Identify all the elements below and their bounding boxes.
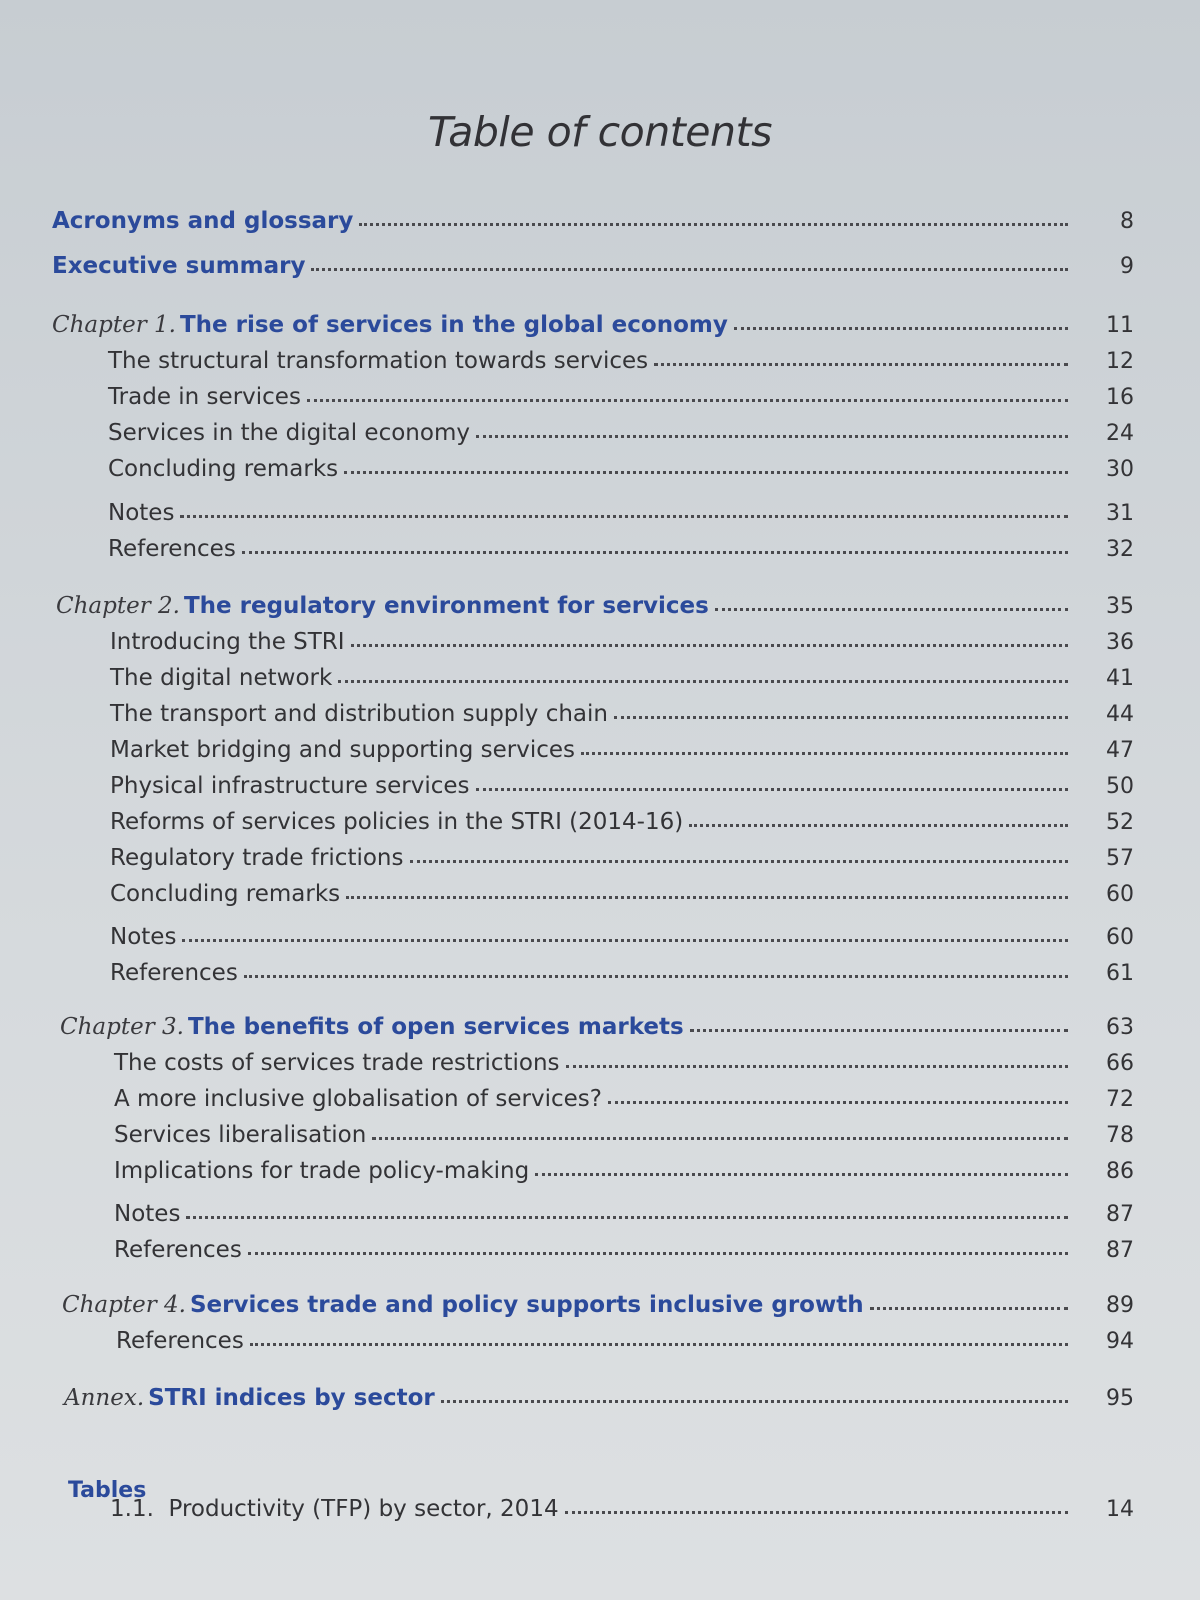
toc-entry-page: 60 xyxy=(1106,925,1134,950)
chapter-prefix: Chapter 2. xyxy=(56,593,180,619)
toc-chapter-4[interactable] xyxy=(62,1284,1134,1318)
table-number: 1.1. xyxy=(110,1496,154,1522)
toc-section-label: Concluding remarks xyxy=(108,456,339,482)
toc-section-label: Implications for trade policy-making xyxy=(114,1158,530,1184)
chapter-prefix: Chapter 4. xyxy=(62,1292,186,1318)
chapter-title: The benefits of open services markets xyxy=(187,1014,684,1040)
dot-leader xyxy=(180,515,1068,518)
toc-section[interactable] xyxy=(114,1114,1134,1148)
chapter-title: The rise of services in the global economy xyxy=(179,312,728,338)
toc-chapter-heading xyxy=(52,312,734,338)
toc-chapter-1[interactable] xyxy=(52,304,1134,338)
toc-chapter-heading xyxy=(62,1292,870,1318)
toc-entry-page: 86 xyxy=(1106,1159,1134,1184)
toc-section-label: References xyxy=(116,1328,244,1354)
toc-section[interactable] xyxy=(110,873,1134,907)
toc-chapter-3[interactable] xyxy=(60,1006,1134,1040)
toc-section-label: Notes xyxy=(110,924,177,950)
toc-entry-page: 72 xyxy=(1106,1087,1134,1112)
dot-leader xyxy=(248,1252,1068,1255)
toc-section[interactable] xyxy=(116,1320,1134,1354)
toc-entry-page: 14 xyxy=(1106,1497,1134,1522)
dot-leader xyxy=(311,268,1068,271)
toc-entry-page: 24 xyxy=(1106,421,1134,446)
toc-section-label: Services liberalisation xyxy=(114,1122,367,1148)
toc-entry-page: 31 xyxy=(1106,501,1134,526)
toc-entry-label: Acronyms and glossary xyxy=(52,208,354,234)
toc-section[interactable] xyxy=(110,952,1134,986)
toc-section-label: Physical infrastructure services xyxy=(110,773,470,799)
toc-section-label: Regulatory trade frictions xyxy=(110,845,404,871)
toc-chapter-heading xyxy=(56,593,715,619)
toc-section-label: Concluding remarks xyxy=(110,881,341,907)
dot-leader xyxy=(566,1065,1068,1068)
toc-section-label: The structural transformation towards services xyxy=(108,348,649,374)
toc-section-label: Introducing the STRI xyxy=(110,629,345,655)
chapter-prefix: Chapter 1. xyxy=(52,312,176,338)
tables-heading: Tables xyxy=(68,1478,147,1503)
toc-section-label: Notes xyxy=(108,500,175,526)
dot-leader xyxy=(410,860,1069,863)
toc-chapter-heading xyxy=(60,1014,690,1040)
dot-leader xyxy=(654,363,1068,366)
toc-annex-heading xyxy=(64,1385,441,1411)
toc-entry-page: 52 xyxy=(1106,810,1134,835)
toc-section-label: Trade in services xyxy=(108,384,301,410)
toc-section-label: References xyxy=(110,960,238,986)
chapter-prefix: Chapter 3. xyxy=(60,1014,184,1040)
toc-entry-page: 78 xyxy=(1106,1123,1134,1148)
dot-leader xyxy=(344,471,1068,474)
dot-leader xyxy=(689,824,1068,827)
toc-entry-page: 94 xyxy=(1106,1329,1134,1354)
toc-entry-page: 87 xyxy=(1106,1238,1134,1263)
dot-leader xyxy=(565,1511,1068,1514)
toc-section[interactable] xyxy=(108,448,1134,482)
toc-annex[interactable] xyxy=(64,1377,1134,1411)
dot-leader xyxy=(535,1173,1068,1176)
toc-section[interactable] xyxy=(108,492,1134,526)
toc-section[interactable] xyxy=(108,376,1134,410)
dot-leader xyxy=(581,752,1068,755)
toc-section[interactable] xyxy=(110,765,1134,799)
toc-section[interactable] xyxy=(114,1193,1134,1227)
dot-leader xyxy=(476,788,1068,791)
toc-section-label: References xyxy=(114,1237,242,1263)
toc-entry-page: 57 xyxy=(1106,846,1134,871)
toc-section[interactable] xyxy=(108,340,1134,374)
annex-title: STRI indices by sector xyxy=(148,1385,435,1411)
toc-entry-page: 8 xyxy=(1120,209,1134,234)
toc-section[interactable] xyxy=(110,693,1134,727)
dot-leader xyxy=(307,399,1068,402)
dot-leader xyxy=(690,1029,1068,1032)
toc-entry-page: 41 xyxy=(1106,666,1134,691)
chapter-title: The regulatory environment for services xyxy=(183,593,709,619)
dot-leader xyxy=(441,1400,1068,1403)
toc-entry-page: 61 xyxy=(1106,961,1134,986)
chapter-title: Services trade and policy supports inclusive growth xyxy=(189,1292,864,1318)
toc-entry-page: 66 xyxy=(1106,1051,1134,1076)
toc-entry-page: 32 xyxy=(1106,537,1134,562)
dot-leader xyxy=(338,680,1068,683)
toc-entry-page: 60 xyxy=(1106,882,1134,907)
toc-section[interactable] xyxy=(114,1150,1134,1184)
toc-entry-page: 30 xyxy=(1106,457,1134,482)
toc-section[interactable] xyxy=(110,837,1134,871)
toc-section[interactable] xyxy=(114,1042,1134,1076)
toc-section-label: Market bridging and supporting services xyxy=(110,737,576,763)
toc-section[interactable] xyxy=(108,528,1134,562)
toc-chapter-2[interactable] xyxy=(56,585,1134,619)
toc-section-label: The transport and distribution supply chain xyxy=(110,701,608,727)
toc-section[interactable] xyxy=(110,621,1134,655)
toc-section[interactable] xyxy=(114,1229,1134,1263)
toc-entry-page: 95 xyxy=(1106,1386,1134,1411)
toc-section-label: Services in the digital economy xyxy=(108,420,470,446)
toc-section[interactable] xyxy=(110,729,1134,763)
dot-leader xyxy=(870,1307,1068,1310)
dot-leader xyxy=(614,716,1068,719)
table-title: Productivity (TFP) by sector, 2014 xyxy=(168,1496,559,1522)
toc-entry-page: 50 xyxy=(1106,774,1134,799)
dot-leader xyxy=(476,435,1068,438)
toc-entry-page: 11 xyxy=(1106,313,1134,338)
toc-table-label xyxy=(110,1496,565,1522)
toc-section-label: A more inclusive globalisation of services? xyxy=(114,1086,602,1112)
dot-leader xyxy=(351,644,1068,647)
toc-section[interactable] xyxy=(110,657,1134,691)
toc-entry-page: 63 xyxy=(1106,1015,1134,1040)
toc-entry-page: 9 xyxy=(1120,254,1134,279)
dot-leader xyxy=(734,327,1068,330)
dot-leader xyxy=(242,551,1068,554)
toc-section-label: Notes xyxy=(114,1201,181,1227)
toc-section-label: The digital network xyxy=(110,665,333,691)
dot-leader xyxy=(359,223,1068,226)
toc-entry-page: 12 xyxy=(1106,349,1134,374)
dot-leader xyxy=(250,1343,1068,1346)
dot-leader xyxy=(372,1137,1068,1140)
toc-table-entry[interactable] xyxy=(110,1488,1134,1522)
toc-entry-page: 44 xyxy=(1106,702,1134,727)
dot-leader xyxy=(244,975,1068,978)
toc-entry-page: 87 xyxy=(1106,1202,1134,1227)
page-title: Table of contents xyxy=(428,108,772,156)
toc-entry-executive-summary[interactable] xyxy=(52,245,1134,279)
toc-section[interactable] xyxy=(110,801,1134,835)
toc-entry-page: 36 xyxy=(1106,630,1134,655)
toc-section-label: The costs of services trade restrictions xyxy=(114,1050,560,1076)
toc-entry-acronyms[interactable] xyxy=(52,200,1134,234)
dot-leader xyxy=(608,1101,1068,1104)
toc-entry-page: 47 xyxy=(1106,738,1134,763)
dot-leader xyxy=(182,939,1068,942)
dot-leader xyxy=(346,896,1068,899)
dot-leader xyxy=(715,608,1068,611)
toc-section[interactable] xyxy=(108,412,1134,446)
toc-section-label: Reforms of services policies in the STRI (2014-16) xyxy=(110,809,684,835)
toc-entry-page: 16 xyxy=(1106,385,1134,410)
toc-entry-page: 35 xyxy=(1106,594,1134,619)
dot-leader xyxy=(186,1216,1068,1219)
toc-section-label: References xyxy=(108,536,236,562)
toc-section[interactable] xyxy=(110,916,1134,950)
toc-entry-page: 89 xyxy=(1106,1293,1134,1318)
toc-entry-label: Executive summary xyxy=(52,253,306,279)
annex-prefix: Annex. xyxy=(64,1385,145,1411)
toc-section[interactable] xyxy=(114,1078,1134,1112)
